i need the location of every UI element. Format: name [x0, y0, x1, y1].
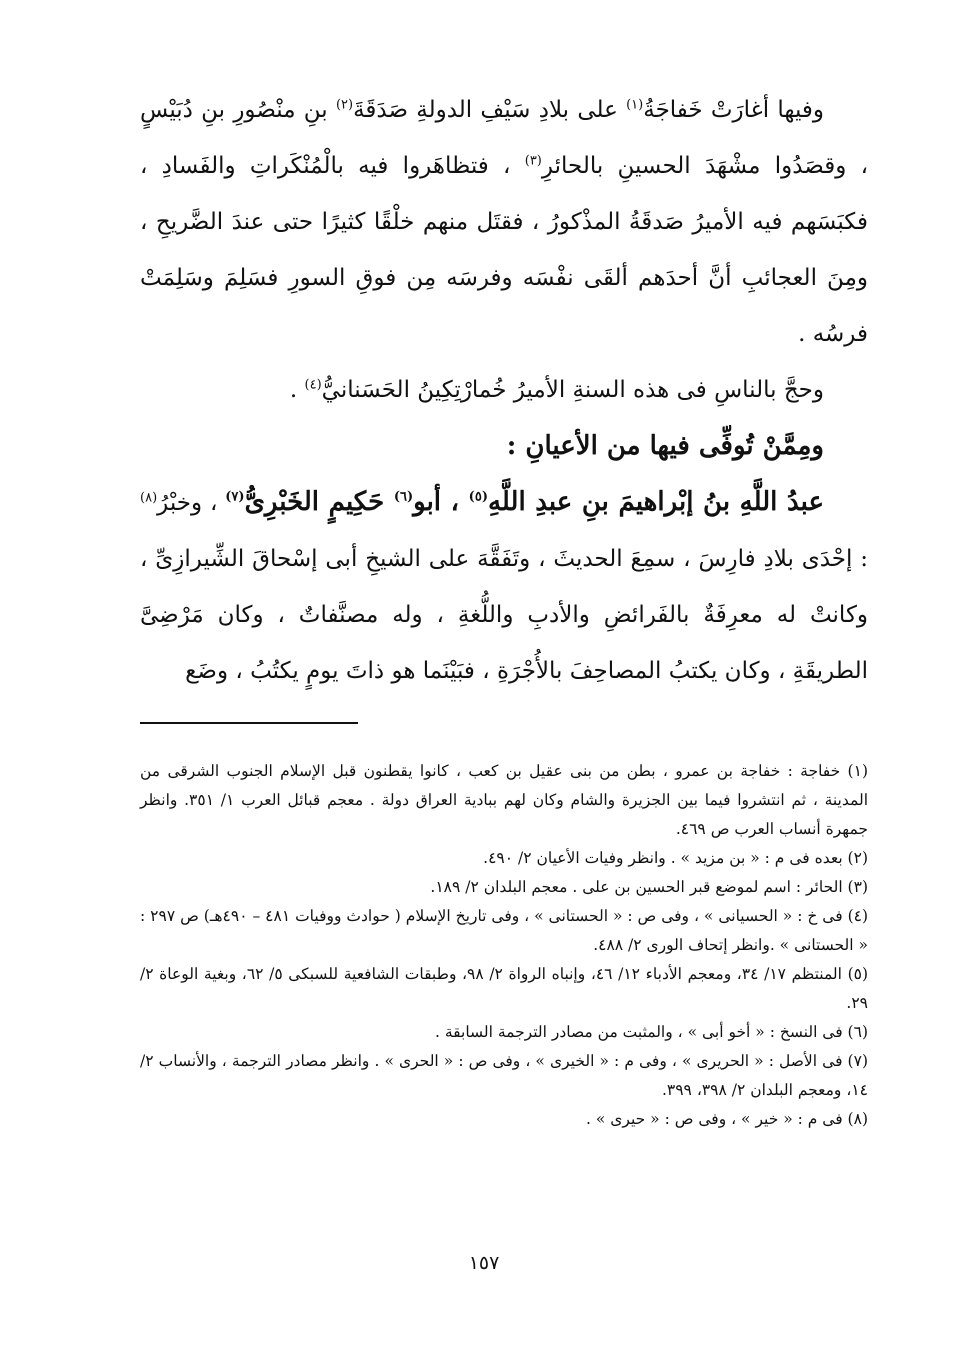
footnote-mark-5[interactable]: (٥) [468, 489, 488, 505]
footnote-8: (٨) فى م : « خير » ، وفى ص : « حيرى » . [586, 1110, 868, 1128]
footnote-mark-2[interactable]: (٢) [335, 97, 354, 113]
footnote-4: (٤) فى خ : « الحسيانى » ، وفى ص : « الحستانى » ، وفى تاريخ الإسلام ( حوادث ووفيات ٤٨١ – ٤٩٠هـ) ص ٢٩٧ : « الحستانى » .وانظر إتحاف الورى ٢/ ٤٨٨. [140, 907, 869, 954]
footnote-mark-4[interactable]: (٤) [304, 377, 322, 393]
footnote-5: (٥) المنتظم ١٧/ ٣٤، ومعجم الأدباء ١٢/ ٤٦، وإنباه الرواة ٢/ ٩٨، وطبقات الشافعية للسبكى ٥/ ٦٢، وبغية الوعاة ٢/ ٢٩. [140, 965, 869, 1012]
footnote-2: (٢) بعده فى م : « بن مزيد » . وانظر وفيات الأعيان ٢/ ٤٩٠. [483, 849, 868, 867]
footnote-7: (٧) فى الأصل : « الحريرى » ، وفى م : « الخيرى » ، وفى ص : « الحرى » . وانظر مصادر الترجمة ، والأنساب ٢/ ١٤، ومعجم البلدان ٢/ ٣٩٨، ٣٩٩. [140, 1052, 868, 1099]
page-number: ١٥٧ [468, 1252, 500, 1274]
section-heading: ومِمَّنْ تُوفِّى فيها من الأعيانِ : [506, 431, 824, 461]
footnote-1: (١) خفاجة : خفاجة بن عمرو ، بطن من بنى عقيل بن كعب ، كانوا يقطنون قبل الإسلام الجنوب الشرقى من المدينة ، ثم انتشروا فيما بين الجزيرة والشام وكان لهم ببادية العراق دولة . معجم قبائل العرب ١/ ٣٥١. وانظر جمهرة أنساب العرب ص ٤٦٩. [140, 762, 868, 838]
main-text [140, 82, 868, 699]
biography-name: عبدُ اللَّهِ بنُ إبْراهيمَ بنِ عبدِ اللَّهِ$^{(٥)}$ ، أبو$^{(٦)}$ حَكِيمٍ الخَبْرِىُّ$^{(٧)}$ [225, 487, 824, 517]
paragraph-raid: وفيها أغارَتْ خَفاجَةُ$^{(١)}$ على بلادِ سَيْفِ الدولةِ صَدَقَةَ$^{(٢)}$ بنِ منْصُورِ بنِ دُبَيْسٍ ، وقصَدُوا مشْهَدَ الحسينِ بالحائرِ$^{(٣)}$ ، فتظاهَروا فيه بالْمُنْكَراتِ والفَسادِ ، فكبَسَهم فيه الأميرُ صَدقَةُ المذْكورُ ، فقتَل منهم خلْقًا كثيرًا حتى عندَ الضَّريحِ ، ومِنَ العجائبِ أنَّ أحدَهم ألقَى نفْسَه وفرسَه مِن فوقِ السورِ فسَلِمَ وسَلِمَتْ فرسُه . [140, 97, 868, 347]
footnote-mark-6[interactable]: (٦) [393, 489, 414, 505]
footnote-3: (٣) الحائر : اسم لموضع قبر الحسين بن على . معجم البلدان ٢/ ١٨٩. [430, 878, 868, 896]
footnote-mark-7[interactable]: (٧) [225, 489, 245, 505]
footnote-6: (٦) فى النسخ : « أخو أبى » ، والمثبت من مصادر الترجمة السابقة . [435, 1023, 868, 1041]
footnote-mark-8[interactable]: (٨) [140, 490, 158, 506]
footnote-mark-1[interactable]: (١) [626, 97, 644, 113]
paragraph-pilgrimage: وحجَّ بالناسِ فى هذه السنةِ الأميرُ خُمارْتِكِينُ الحَسَنانيُّ$^{(٤)}$ . [289, 377, 824, 403]
footnote-separator [140, 722, 358, 724]
paragraph-biography: عبدُ اللَّهِ بنُ إبْراهيمَ بنِ عبدِ اللَّهِ$^{(٥)}$ ، أبو$^{(٦)}$ حَكِيمٍ الخَبْرِىُّ$^{(٧)}$ ، وخبْرُ$^{(٨)}$ : إحْدَى بلادِ فارِسَ ، سمِعَ الحديثَ ، وتَفَقَّهَ على الشيخِ أبى إسْحاقَ الشِّيرازِىِّ ، وكانتْ له معرِفَةٌ بالفَرائضِ والأدبِ واللُّغةِ ، وله مصنَّفاتٌ ، وكان مَرْضِىَّ الطريقَةِ ، وكان يكتبُ المصاحِفَ بالأُجْرَةِ ، فبَيْنَما هو ذاتَ يومٍ يكتُبُ ، وضَع [140, 487, 868, 684]
footnote-mark-3[interactable]: (٣) [524, 153, 542, 169]
footnotes [140, 757, 868, 1134]
